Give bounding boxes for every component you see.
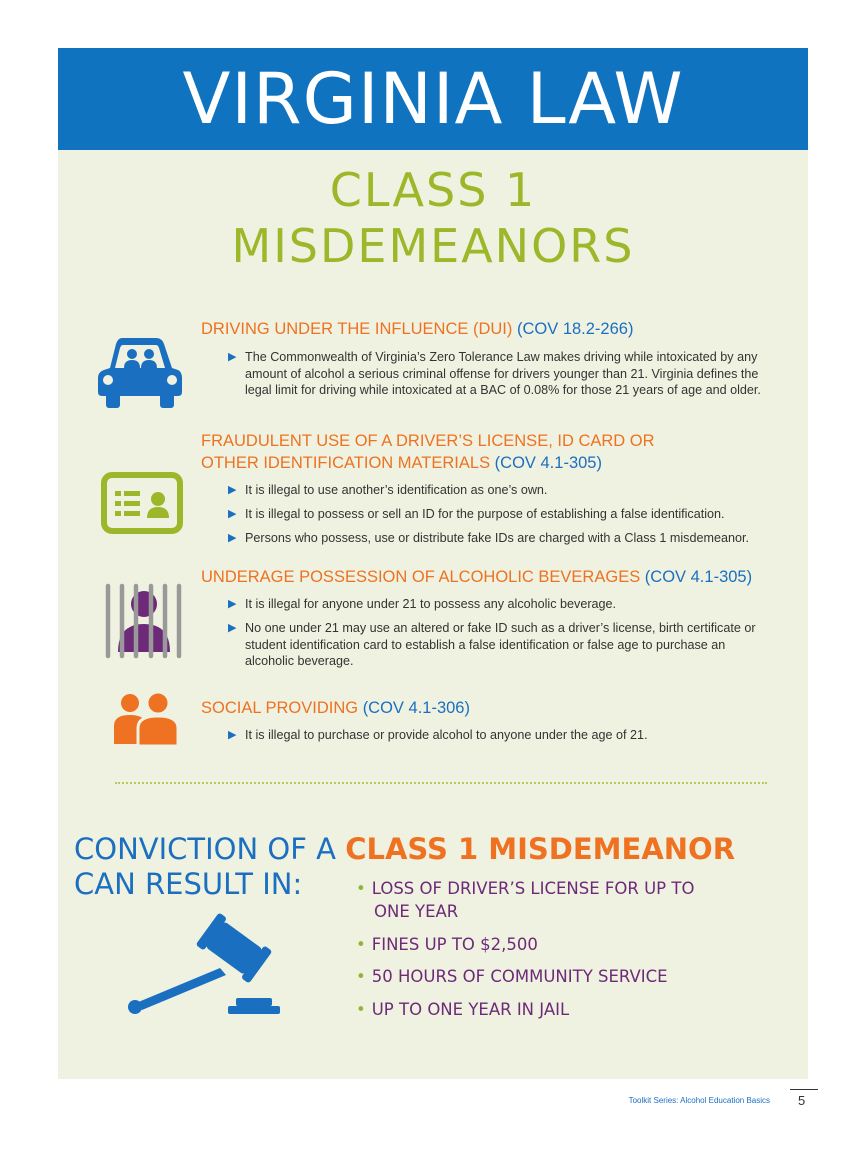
bullet-text: It is illegal to use another’s identification as one’s own. [245,483,548,497]
subtitle-line-2: MISDEMEANORS [231,219,635,273]
result-item [356,965,668,988]
bullet-dot: • [356,967,366,986]
id-card-icon [101,472,183,534]
bullet-item [228,482,768,499]
bullet-item [228,727,768,744]
section-fraud-title-line-1: FRAUDULENT USE OF A DRIVER’S LICENSE, ID CARD OR [201,432,655,450]
bullet-dot: • [356,879,366,898]
bullet-item [228,349,768,399]
bullet-text: No one under 21 may use an altered or fake ID such as a driver’s license, birth certificate or student identification card to establish a false identification or false age to purchase an alcoholic beverage. [245,621,756,668]
bullet-text: It is illegal to possess or sell an ID for the purpose of establishing a false identification. [245,507,725,521]
arrow-icon: ▶ [228,729,237,741]
result-text-continued: ONE YEAR [374,902,459,921]
bullet-text: It is illegal to purchase or provide alcohol to anyone under the age of 21. [245,728,648,742]
jail-icon [104,582,182,660]
subtitle-line-1: CLASS 1 [329,163,537,217]
footer-series: Toolkit Series: Alcohol Education Basics [628,1096,770,1105]
conviction-heading-line-1 [74,832,735,866]
arrow-icon: ▶ [228,598,237,610]
car-icon [96,334,184,410]
bullet-item [228,506,768,523]
arrow-icon: ▶ [228,484,237,496]
bullet-item [228,620,768,670]
arrow-icon: ▶ [228,351,237,363]
section-possession-title [201,566,752,588]
result-text: FINES UP TO $2,500 [371,935,538,954]
bullet-text: Persons who possess, use or distribute fake IDs are charged with a Class 1 misdemeanor. [245,531,749,545]
dotted-divider [115,782,767,784]
page-number-rule [790,1089,818,1090]
conviction-prefix: CONVICTION OF A [74,832,336,866]
section-possession-code: (COV 4.1-305) [644,568,753,586]
section-fraud-title-line-2 [201,452,602,474]
bullet-text: The Commonwealth of Virginia’s Zero Tolerance Law makes driving while intoxicated by any amount of alcohol a serious criminal offense for drivers younger than 21. Virginia defines the legal limit for driving while intoxicated at a BAC of 0.08% for those 21 years of age and older. [245,350,761,397]
section-social-label: SOCIAL PROVIDING [201,699,359,717]
bullet-dot: • [356,1000,366,1019]
result-text: 50 HOURS OF COMMUNITY SERVICE [371,967,668,986]
conviction-highlight: CLASS 1 MISDEMEANOR [345,832,736,866]
arrow-icon: ▶ [228,508,237,520]
section-dui-label: DRIVING UNDER THE INFLUENCE (DUI) [201,320,513,338]
people-icon [114,690,180,746]
page-title: VIRGINIA LAW [182,58,684,140]
conviction-heading-line-2: CAN RESULT IN: [74,867,303,901]
result-item [356,877,694,923]
result-item [356,998,569,1021]
section-dui-title [201,318,633,340]
section-possession-label: UNDERAGE POSSESSION OF ALCOHOLIC BEVERAGES [201,568,641,586]
bullet-dot: • [356,935,366,954]
result-text: LOSS OF DRIVER’S LICENSE FOR UP TO [371,879,695,898]
section-dui-code: (COV 18.2-266) [516,320,634,338]
header-banner [58,48,808,150]
arrow-icon: ▶ [228,532,237,544]
result-text: UP TO ONE YEAR IN JAIL [371,1000,570,1019]
section-fraud-code: (COV 4.1-305) [494,454,602,472]
bullet-text: It is illegal for anyone under 21 to possess any alcoholic beverage. [245,597,617,611]
section-social-code: (COV 4.1-306) [362,699,470,717]
arrow-icon: ▶ [228,622,237,634]
section-fraud-label: OTHER IDENTIFICATION MATERIALS [201,454,491,472]
gavel-icon [124,908,284,1020]
section-social-title [201,697,470,719]
result-item [356,933,538,956]
bullet-item [228,530,768,547]
page-number: 5 [798,1093,806,1108]
bullet-item [228,596,768,613]
